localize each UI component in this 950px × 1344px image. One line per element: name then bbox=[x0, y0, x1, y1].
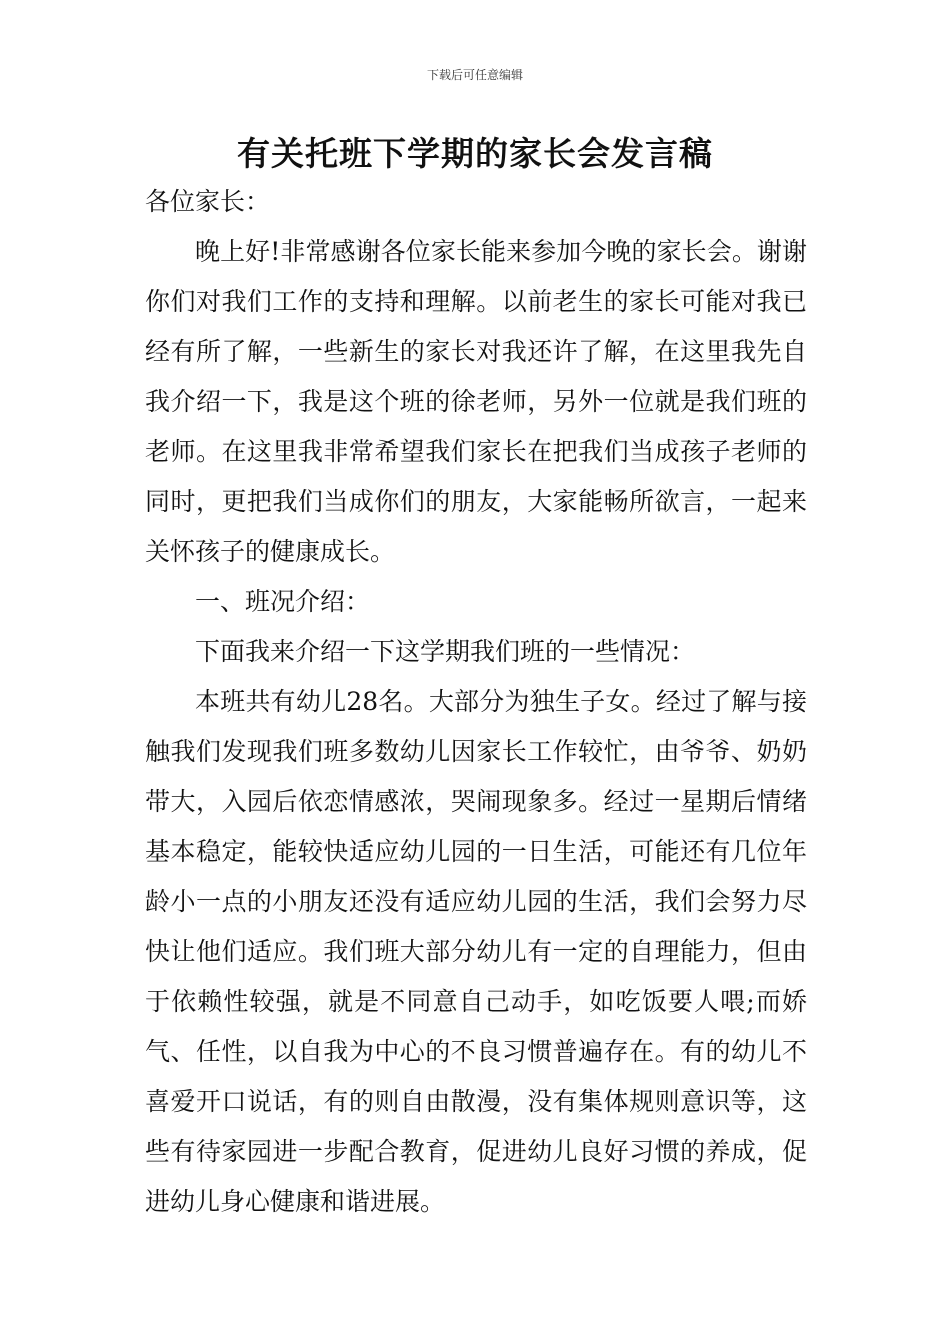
section-heading-class-intro: 一、班况介绍： bbox=[195, 587, 371, 616]
paragraph-intro-lead: 下面我来介绍一下这学期我们班的一些情况： bbox=[195, 637, 696, 666]
header-note: 下载后可任意编辑 bbox=[426, 68, 523, 82]
document-title: 有关托班下学期的家长会发言稿 bbox=[237, 134, 713, 173]
document-body bbox=[145, 177, 807, 1227]
paragraph-greeting: 晚上好!非常感谢各位家长能来参加今晚的家长会。谢谢你们对我们工作的支持和理解。以前老生的家长可能对我已经有所了解，一些新生的家长对我还许了解，在这里我先自我介绍一下，我是这个班的徐老师，另外一位就是我们班的老师。在这里我非常希望我们家长在把我们当成孩子老师的同时，更把我们当成你们的朋友，大家能畅所欲言，一起来关怀孩子的健康成长。 bbox=[145, 237, 807, 566]
paragraph-class-situation: 本班共有幼儿28名。大部分为独生子女。经过了解与接触我们发现我们班多数幼儿因家长工作较忙，由爷爷、奶奶带大，入园后依恋情感浓，哭闹现象多。经过一星期后情绪基本稳定，能较快适应幼儿园的一日生活，可能还有几位年龄小一点的小朋友还没有适应幼儿园的生活，我们会努力尽快让他们适应。我们班大部分幼儿有一定的自理能力，但由于依赖性较强，就是不同意自己动手，如吃饭要人喂;而娇气、任性，以自我为中心的不良习惯普遍存在。有的幼儿不喜爱开口说话，有的则自由散漫，没有集体规则意识等，这些有待家园进一步配合教育，促进幼儿良好习惯的养成，促进幼儿身心健康和谐进展。 bbox=[145, 687, 807, 1216]
salutation: 各位家长： bbox=[145, 187, 271, 216]
